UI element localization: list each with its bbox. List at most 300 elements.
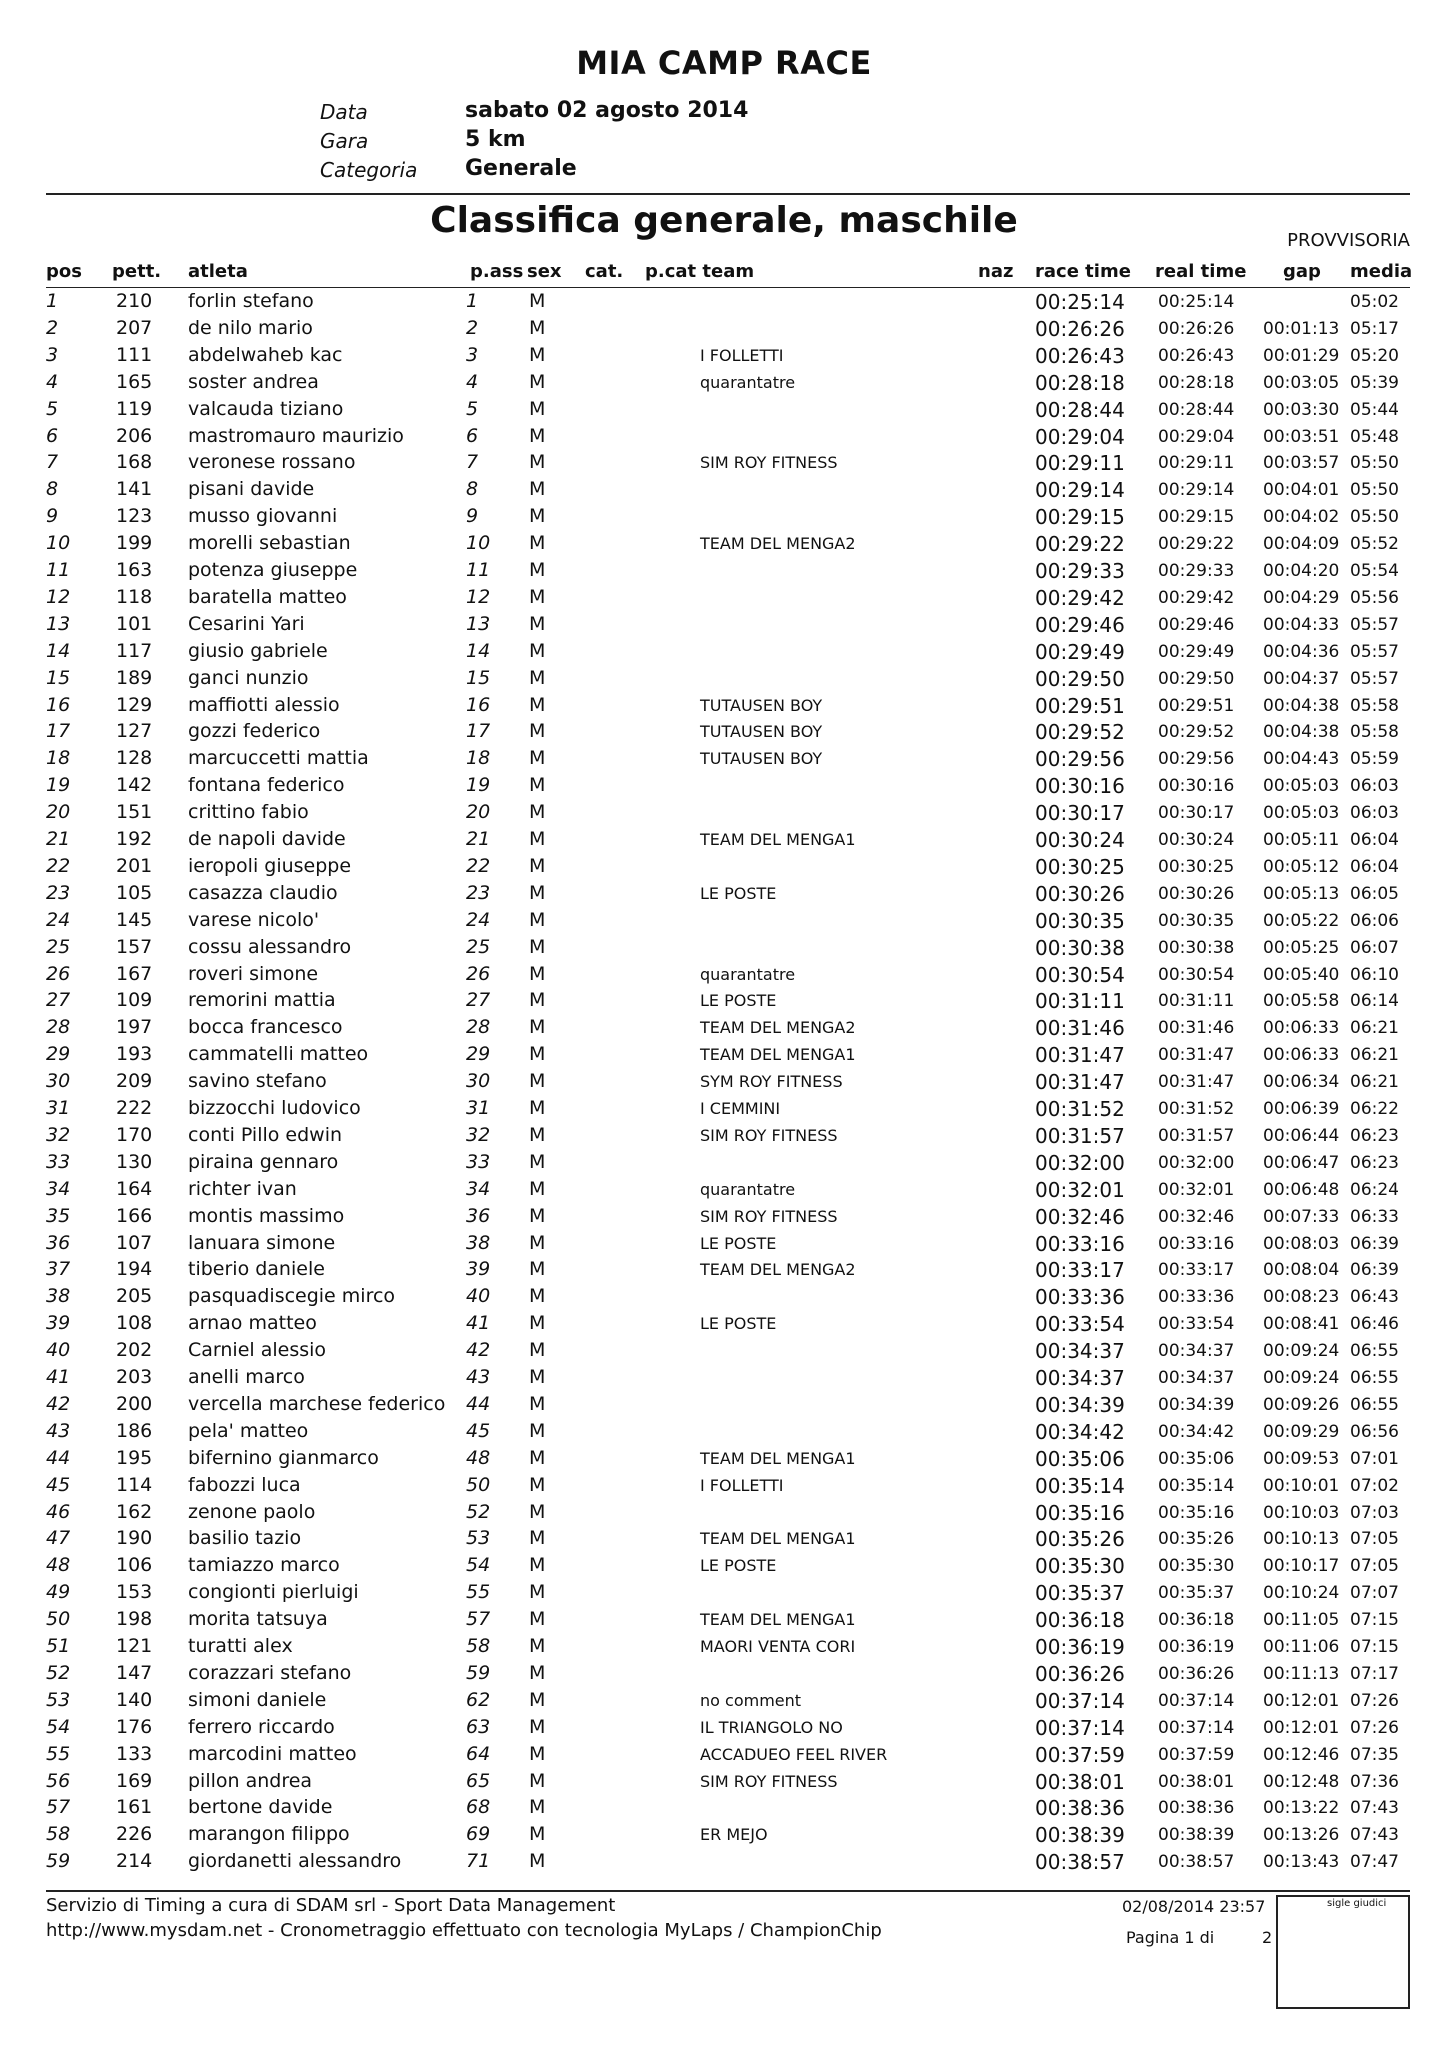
- race-title: MIA CAMP RACE: [576, 44, 872, 82]
- table-row: [0, 1124, 1448, 1151]
- bib-number-cell: 206: [116, 424, 153, 447]
- bib-number-cell: 207: [116, 316, 153, 339]
- overall-position-cell: 55: [466, 1581, 491, 1604]
- real-time-cell: 00:25:14: [1158, 292, 1235, 312]
- gap-cell: 00:01:13: [1263, 318, 1340, 339]
- athlete-name-cell: Carniel alessio: [188, 1339, 327, 1362]
- race-time-cell: 00:28:44: [1035, 397, 1125, 422]
- pace-cell: 07:02: [1350, 1475, 1399, 1496]
- sex-cell: M: [529, 1016, 546, 1039]
- overall-position-cell: 41: [466, 1312, 491, 1335]
- athlete-name-cell: soster andrea: [188, 370, 319, 393]
- sex-cell: M: [529, 343, 546, 366]
- position-cell: 21: [46, 828, 71, 850]
- sex-cell: M: [529, 962, 546, 985]
- table-row: [0, 371, 1448, 398]
- bib-number-cell: 203: [116, 1366, 153, 1388]
- real-time-cell: 00:35:06: [1158, 1448, 1235, 1469]
- team-cell: LE POSTE: [700, 1233, 777, 1253]
- gap-cell: 00:08:04: [1263, 1260, 1340, 1281]
- bib-number-cell: 164: [116, 1177, 153, 1200]
- position-cell: 53: [46, 1688, 71, 1711]
- sex-cell: M: [529, 1177, 546, 1200]
- pace-cell: 05:57: [1350, 668, 1399, 689]
- col-cat: cat.: [585, 261, 624, 282]
- race-time-cell: 00:31:46: [1035, 1016, 1125, 1041]
- table-row: [0, 1474, 1448, 1501]
- race-time-cell: 00:29:46: [1035, 612, 1125, 637]
- position-cell: 41: [46, 1366, 71, 1388]
- team-cell: TEAM DEL MENGA2: [700, 534, 856, 554]
- bib-number-cell: 157: [116, 935, 153, 958]
- sex-cell: M: [529, 505, 546, 528]
- table-row: [0, 801, 1448, 828]
- race-time-cell: 00:33:16: [1035, 1231, 1125, 1256]
- team-cell: LE POSTE: [700, 991, 777, 1011]
- athlete-name-cell: Cesarini Yari: [188, 612, 305, 635]
- overall-position-cell: 52: [466, 1500, 491, 1523]
- position-cell: 11: [46, 559, 71, 581]
- position-cell: 54: [46, 1715, 71, 1738]
- overall-position-cell: 2: [466, 316, 479, 339]
- real-time-cell: 00:36:18: [1158, 1610, 1235, 1631]
- table-row: [0, 747, 1448, 774]
- col-sex: sex: [527, 261, 562, 282]
- real-time-cell: 00:38:39: [1158, 1825, 1235, 1846]
- pace-cell: 06:06: [1350, 910, 1399, 931]
- overall-position-cell: 26: [466, 962, 491, 985]
- sex-cell: M: [529, 478, 546, 501]
- sex-cell: M: [529, 1231, 546, 1254]
- sex-cell: M: [529, 1366, 546, 1388]
- race-time-cell: 00:34:39: [1035, 1392, 1125, 1417]
- real-time-cell: 00:32:46: [1158, 1206, 1235, 1227]
- table-row: [0, 694, 1448, 721]
- column-header-divider: [46, 287, 1410, 288]
- bib-number-cell: 190: [116, 1527, 153, 1550]
- pace-cell: 07:17: [1350, 1663, 1399, 1684]
- race-time-cell: 00:38:57: [1035, 1850, 1125, 1875]
- pace-cell: 07:07: [1350, 1583, 1399, 1604]
- table-row: [0, 909, 1448, 936]
- athlete-name-cell: ieropoli giuseppe: [188, 854, 352, 877]
- real-time-cell: 00:30:54: [1158, 964, 1235, 985]
- team-cell: SYM ROY FITNESS: [700, 1072, 843, 1092]
- team-cell: TEAM DEL MENGA1: [700, 1045, 856, 1065]
- athlete-name-cell: de nilo mario: [188, 316, 313, 339]
- race-time-cell: 00:29:33: [1035, 559, 1125, 583]
- pace-cell: 06:46: [1350, 1314, 1399, 1335]
- overall-position-cell: 71: [466, 1850, 491, 1873]
- bib-number-cell: 111: [116, 343, 153, 366]
- overall-position-cell: 48: [466, 1446, 491, 1469]
- pace-cell: 06:14: [1350, 991, 1399, 1012]
- pace-cell: 05:48: [1350, 426, 1399, 447]
- pace-cell: 07:15: [1350, 1610, 1399, 1631]
- sex-cell: M: [529, 1742, 546, 1765]
- table-row: [0, 451, 1448, 478]
- athlete-name-cell: giordanetti alessandro: [188, 1850, 402, 1873]
- table-row: [0, 425, 1448, 452]
- race-time-cell: 00:30:35: [1035, 908, 1125, 933]
- gap-cell: 00:07:33: [1263, 1206, 1340, 1227]
- pace-cell: 05:50: [1350, 453, 1399, 474]
- gap-cell: 00:06:44: [1263, 1125, 1340, 1146]
- gap-cell: 00:04:01: [1263, 480, 1340, 501]
- date-label: Data: [320, 100, 368, 124]
- athlete-name-cell: bifernino gianmarco: [188, 1446, 379, 1469]
- position-cell: 58: [46, 1823, 71, 1846]
- real-time-cell: 00:37:59: [1158, 1744, 1235, 1765]
- position-cell: 36: [46, 1231, 71, 1254]
- sex-cell: M: [529, 828, 546, 850]
- pace-cell: 05:02: [1350, 292, 1399, 312]
- overall-position-cell: 43: [466, 1366, 491, 1388]
- race-time-cell: 00:37:59: [1035, 1742, 1125, 1767]
- bib-number-cell: 194: [116, 1258, 153, 1281]
- sex-cell: M: [529, 612, 546, 635]
- sex-cell: M: [529, 1635, 546, 1657]
- sex-cell: M: [529, 532, 546, 555]
- sex-cell: M: [529, 1850, 546, 1873]
- sex-cell: M: [529, 1715, 546, 1738]
- pace-cell: 05:59: [1350, 749, 1399, 770]
- real-time-cell: 00:28:44: [1158, 399, 1235, 420]
- overall-position-cell: 19: [466, 774, 491, 797]
- athlete-name-cell: marangon filippo: [188, 1823, 350, 1846]
- sex-cell: M: [529, 1392, 546, 1415]
- bib-number-cell: 108: [116, 1312, 153, 1335]
- gap-cell: 00:03:57: [1263, 453, 1340, 474]
- bib-number-cell: 128: [116, 747, 153, 770]
- table-row: [0, 1635, 1448, 1662]
- real-time-cell: 00:35:37: [1158, 1583, 1235, 1604]
- position-cell: 30: [46, 1070, 71, 1093]
- table-row: [0, 640, 1448, 667]
- overall-position-cell: 21: [466, 828, 491, 850]
- bib-number-cell: 145: [116, 908, 153, 931]
- real-time-cell: 00:33:36: [1158, 1287, 1235, 1308]
- race-time-cell: 00:35:06: [1035, 1446, 1125, 1471]
- position-cell: 10: [46, 532, 71, 555]
- real-time-cell: 00:30:35: [1158, 910, 1235, 931]
- gap-cell: 00:10:13: [1263, 1529, 1340, 1550]
- table-row: [0, 774, 1448, 801]
- position-cell: 35: [46, 1204, 71, 1227]
- sex-cell: M: [529, 1043, 546, 1066]
- real-time-cell: 00:26:26: [1158, 318, 1235, 339]
- overall-position-cell: 65: [466, 1769, 491, 1792]
- race-time-cell: 00:30:17: [1035, 801, 1125, 826]
- sex-cell: M: [529, 1070, 546, 1093]
- pace-cell: 07:26: [1350, 1690, 1399, 1711]
- overall-position-cell: 57: [466, 1608, 491, 1631]
- race-time-cell: 00:30:25: [1035, 854, 1125, 879]
- sex-cell: M: [529, 1285, 546, 1308]
- overall-position-cell: 32: [466, 1123, 491, 1146]
- athlete-name-cell: fontana federico: [188, 774, 345, 797]
- gap-cell: 00:04:02: [1263, 507, 1340, 528]
- athlete-name-cell: richter ivan: [188, 1177, 297, 1200]
- team-cell: quarantatre: [700, 372, 796, 392]
- race-time-cell: 00:29:50: [1035, 666, 1125, 691]
- pace-cell: 06:24: [1350, 1179, 1399, 1200]
- athlete-name-cell: marcodini matteo: [188, 1742, 357, 1765]
- overall-position-cell: 3: [466, 343, 479, 366]
- race-time-cell: 00:35:26: [1035, 1527, 1125, 1552]
- footer-website-line: http://www.mysdam.net - Cronometraggio effettuato con tecnologia MyLaps / ChampionChip: [46, 1920, 882, 1941]
- race-label: Gara: [320, 129, 369, 153]
- team-cell: TUTAUSEN BOY: [700, 722, 823, 742]
- team-cell: TUTAUSEN BOY: [700, 749, 823, 769]
- real-time-cell: 00:29:52: [1158, 722, 1235, 743]
- position-cell: 16: [46, 693, 71, 716]
- table-row: [0, 505, 1448, 532]
- real-time-cell: 00:34:37: [1158, 1368, 1235, 1388]
- real-time-cell: 00:36:26: [1158, 1663, 1235, 1684]
- pace-cell: 05:50: [1350, 480, 1399, 501]
- table-row: [0, 290, 1448, 317]
- race-time-cell: 00:29:51: [1035, 693, 1125, 718]
- sex-cell: M: [529, 397, 546, 420]
- real-time-cell: 00:31:57: [1158, 1125, 1235, 1146]
- athlete-name-cell: congionti pierluigi: [188, 1581, 359, 1604]
- sex-cell: M: [529, 1123, 546, 1146]
- pace-cell: 05:17: [1350, 318, 1399, 339]
- athlete-name-cell: conti Pillo edwin: [188, 1123, 343, 1146]
- gap-cell: 00:05:25: [1263, 937, 1340, 958]
- table-row: [0, 532, 1448, 559]
- gap-cell: 00:05:13: [1263, 883, 1340, 904]
- team-cell: LE POSTE: [700, 1556, 777, 1576]
- overall-position-cell: 6: [466, 424, 479, 447]
- position-cell: 32: [46, 1123, 71, 1146]
- pace-cell: 05:44: [1350, 399, 1399, 420]
- race-time-cell: 00:33:54: [1035, 1312, 1125, 1337]
- gap-cell: 00:06:48: [1263, 1179, 1340, 1200]
- athlete-name-cell: bertone davide: [188, 1796, 333, 1819]
- table-row: [0, 1312, 1448, 1339]
- bib-number-cell: 121: [116, 1635, 153, 1657]
- position-cell: 42: [46, 1392, 71, 1415]
- race-time-cell: 00:30:24: [1035, 828, 1125, 852]
- race-time-cell: 00:37:14: [1035, 1715, 1125, 1740]
- page-label: Pagina 1 di: [1126, 1928, 1215, 1947]
- gap-cell: 00:04:43: [1263, 749, 1340, 770]
- position-cell: 3: [46, 343, 59, 366]
- real-time-cell: 00:37:14: [1158, 1690, 1235, 1711]
- athlete-name-cell: forlin stefano: [188, 290, 314, 312]
- real-time-cell: 00:30:38: [1158, 937, 1235, 958]
- overall-position-cell: 58: [466, 1635, 491, 1657]
- bib-number-cell: 140: [116, 1688, 153, 1711]
- team-cell: I CEMMINI: [700, 1099, 781, 1118]
- position-cell: 22: [46, 854, 71, 877]
- gap-cell: 00:12:46: [1263, 1744, 1340, 1765]
- pace-cell: 07:43: [1350, 1825, 1399, 1846]
- overall-position-cell: 44: [466, 1392, 491, 1415]
- gap-cell: 00:09:24: [1263, 1368, 1340, 1388]
- position-cell: 7: [46, 451, 59, 474]
- ranking-subtitle: Classifica generale, maschile: [430, 200, 1018, 241]
- real-time-cell: 00:29:51: [1158, 695, 1235, 716]
- race-time-cell: 00:30:38: [1035, 935, 1125, 960]
- sex-cell: M: [529, 1473, 546, 1496]
- bib-number-cell: 114: [116, 1473, 153, 1496]
- pace-cell: 06:21: [1350, 1018, 1399, 1039]
- athlete-name-cell: zenone paolo: [188, 1500, 316, 1523]
- athlete-name-cell: valcauda tiziano: [188, 397, 344, 420]
- real-time-cell: 00:33:17: [1158, 1260, 1235, 1281]
- athlete-name-cell: veronese rossano: [188, 451, 356, 474]
- print-datetime: 02/08/2014 23:57: [1122, 1897, 1266, 1916]
- overall-position-cell: 13: [466, 612, 491, 635]
- athlete-name-cell: marcuccetti mattia: [188, 747, 369, 770]
- race-time-cell: 00:35:14: [1035, 1473, 1125, 1498]
- gap-cell: 00:05:40: [1263, 964, 1340, 985]
- athlete-name-cell: ferrero riccardo: [188, 1715, 335, 1738]
- pace-cell: 07:36: [1350, 1771, 1399, 1792]
- team-cell: I FOLLETTI: [700, 1475, 784, 1495]
- position-cell: 48: [46, 1554, 71, 1577]
- overall-position-cell: 8: [466, 478, 479, 501]
- real-time-cell: 00:33:54: [1158, 1314, 1235, 1335]
- overall-position-cell: 50: [466, 1473, 491, 1496]
- race-time-cell: 00:28:18: [1035, 370, 1125, 395]
- bib-number-cell: 222: [116, 1097, 153, 1119]
- pace-cell: 06:10: [1350, 964, 1399, 985]
- table-row: [0, 1043, 1448, 1070]
- sex-cell: M: [529, 559, 546, 581]
- race-time-cell: 00:36:18: [1035, 1608, 1125, 1633]
- position-cell: 27: [46, 989, 71, 1012]
- sex-cell: M: [529, 1312, 546, 1335]
- athlete-name-cell: varese nicolo': [188, 908, 320, 931]
- table-row: [0, 1339, 1448, 1366]
- pace-cell: 07:15: [1350, 1637, 1399, 1657]
- real-time-cell: 00:30:17: [1158, 803, 1235, 824]
- sex-cell: M: [529, 1097, 546, 1119]
- overall-position-cell: 30: [466, 1070, 491, 1093]
- category-label: Categoria: [320, 158, 418, 182]
- table-row: [0, 613, 1448, 640]
- race-time-cell: 00:29:52: [1035, 720, 1125, 745]
- pace-cell: 06:55: [1350, 1368, 1399, 1388]
- table-row: [0, 398, 1448, 425]
- sex-cell: M: [529, 935, 546, 958]
- bib-number-cell: 226: [116, 1823, 153, 1846]
- real-time-cell: 00:32:01: [1158, 1179, 1235, 1200]
- gap-cell: 00:13:43: [1263, 1852, 1340, 1873]
- bib-number-cell: 205: [116, 1285, 153, 1308]
- real-time-cell: 00:38:01: [1158, 1771, 1235, 1792]
- sex-cell: M: [529, 1661, 546, 1684]
- position-cell: 45: [46, 1473, 71, 1496]
- gap-cell: 00:12:48: [1263, 1771, 1340, 1792]
- pace-cell: 07:03: [1350, 1502, 1399, 1523]
- pace-cell: 05:54: [1350, 561, 1399, 581]
- position-cell: 31: [46, 1097, 71, 1119]
- col-athlete: atleta: [188, 261, 248, 282]
- race-time-cell: 00:31:11: [1035, 989, 1125, 1014]
- pace-cell: 05:52: [1350, 534, 1399, 555]
- gap-cell: 00:04:37: [1263, 668, 1340, 689]
- race-time-cell: 00:32:46: [1035, 1204, 1125, 1229]
- sex-cell: M: [529, 854, 546, 877]
- position-cell: 51: [46, 1635, 71, 1657]
- gap-cell: 00:05:58: [1263, 991, 1340, 1012]
- real-time-cell: 00:34:39: [1158, 1394, 1235, 1415]
- table-row: [0, 1770, 1448, 1797]
- position-cell: 40: [46, 1339, 71, 1362]
- table-row: [0, 936, 1448, 963]
- bib-number-cell: 176: [116, 1715, 153, 1738]
- team-cell: IL TRIANGOLO NO: [700, 1717, 843, 1737]
- gap-cell: 00:04:20: [1263, 561, 1340, 581]
- table-row: [0, 882, 1448, 909]
- athlete-name-cell: turatti alex: [188, 1635, 293, 1657]
- bib-number-cell: 101: [116, 612, 153, 635]
- position-cell: 25: [46, 935, 71, 958]
- race-time-cell: 00:31:52: [1035, 1097, 1125, 1121]
- pace-cell: 06:39: [1350, 1260, 1399, 1281]
- athlete-name-cell: de napoli davide: [188, 828, 346, 850]
- bib-number-cell: 198: [116, 1608, 153, 1631]
- bib-number-cell: 195: [116, 1446, 153, 1469]
- race-time-cell: 00:33:17: [1035, 1258, 1125, 1283]
- overall-position-cell: 15: [466, 666, 491, 689]
- bib-number-cell: 186: [116, 1419, 153, 1442]
- col-real-time: real time: [1155, 261, 1247, 282]
- sex-cell: M: [529, 1688, 546, 1711]
- overall-position-cell: 23: [466, 881, 491, 904]
- table-row: [0, 559, 1448, 586]
- real-time-cell: 00:37:14: [1158, 1717, 1235, 1738]
- table-row: [0, 586, 1448, 613]
- sex-cell: M: [529, 1796, 546, 1819]
- sex-cell: M: [529, 424, 546, 447]
- sex-cell: M: [529, 1823, 546, 1846]
- table-row: [0, 1151, 1448, 1178]
- table-row: [0, 1689, 1448, 1716]
- real-time-cell: 00:30:26: [1158, 883, 1235, 904]
- pace-cell: 06:39: [1350, 1233, 1399, 1254]
- gap-cell: 00:06:33: [1263, 1018, 1340, 1039]
- race-time-cell: 00:35:37: [1035, 1581, 1125, 1606]
- pace-cell: 07:05: [1350, 1529, 1399, 1550]
- sex-cell: M: [529, 666, 546, 689]
- race-time-cell: 00:29:14: [1035, 478, 1125, 503]
- bib-number-cell: 105: [116, 881, 153, 904]
- table-row: [0, 1285, 1448, 1312]
- sex-cell: M: [529, 989, 546, 1012]
- position-cell: 33: [46, 1150, 71, 1173]
- race-time-cell: 00:29:11: [1035, 451, 1125, 476]
- table-row: [0, 1716, 1448, 1743]
- gap-cell: 00:04:33: [1263, 614, 1340, 635]
- real-time-cell: 00:35:30: [1158, 1556, 1235, 1577]
- position-cell: 59: [46, 1850, 71, 1873]
- race-time-cell: 00:35:30: [1035, 1554, 1125, 1579]
- gap-cell: 00:04:38: [1263, 695, 1340, 716]
- col-naz: naz: [978, 261, 1014, 282]
- table-row: [0, 478, 1448, 505]
- gap-cell: 00:05:22: [1263, 910, 1340, 931]
- pace-cell: 06:33: [1350, 1206, 1399, 1227]
- real-time-cell: 00:38:36: [1158, 1798, 1235, 1819]
- bib-number-cell: 107: [116, 1231, 153, 1254]
- gap-cell: 00:11:06: [1263, 1637, 1340, 1657]
